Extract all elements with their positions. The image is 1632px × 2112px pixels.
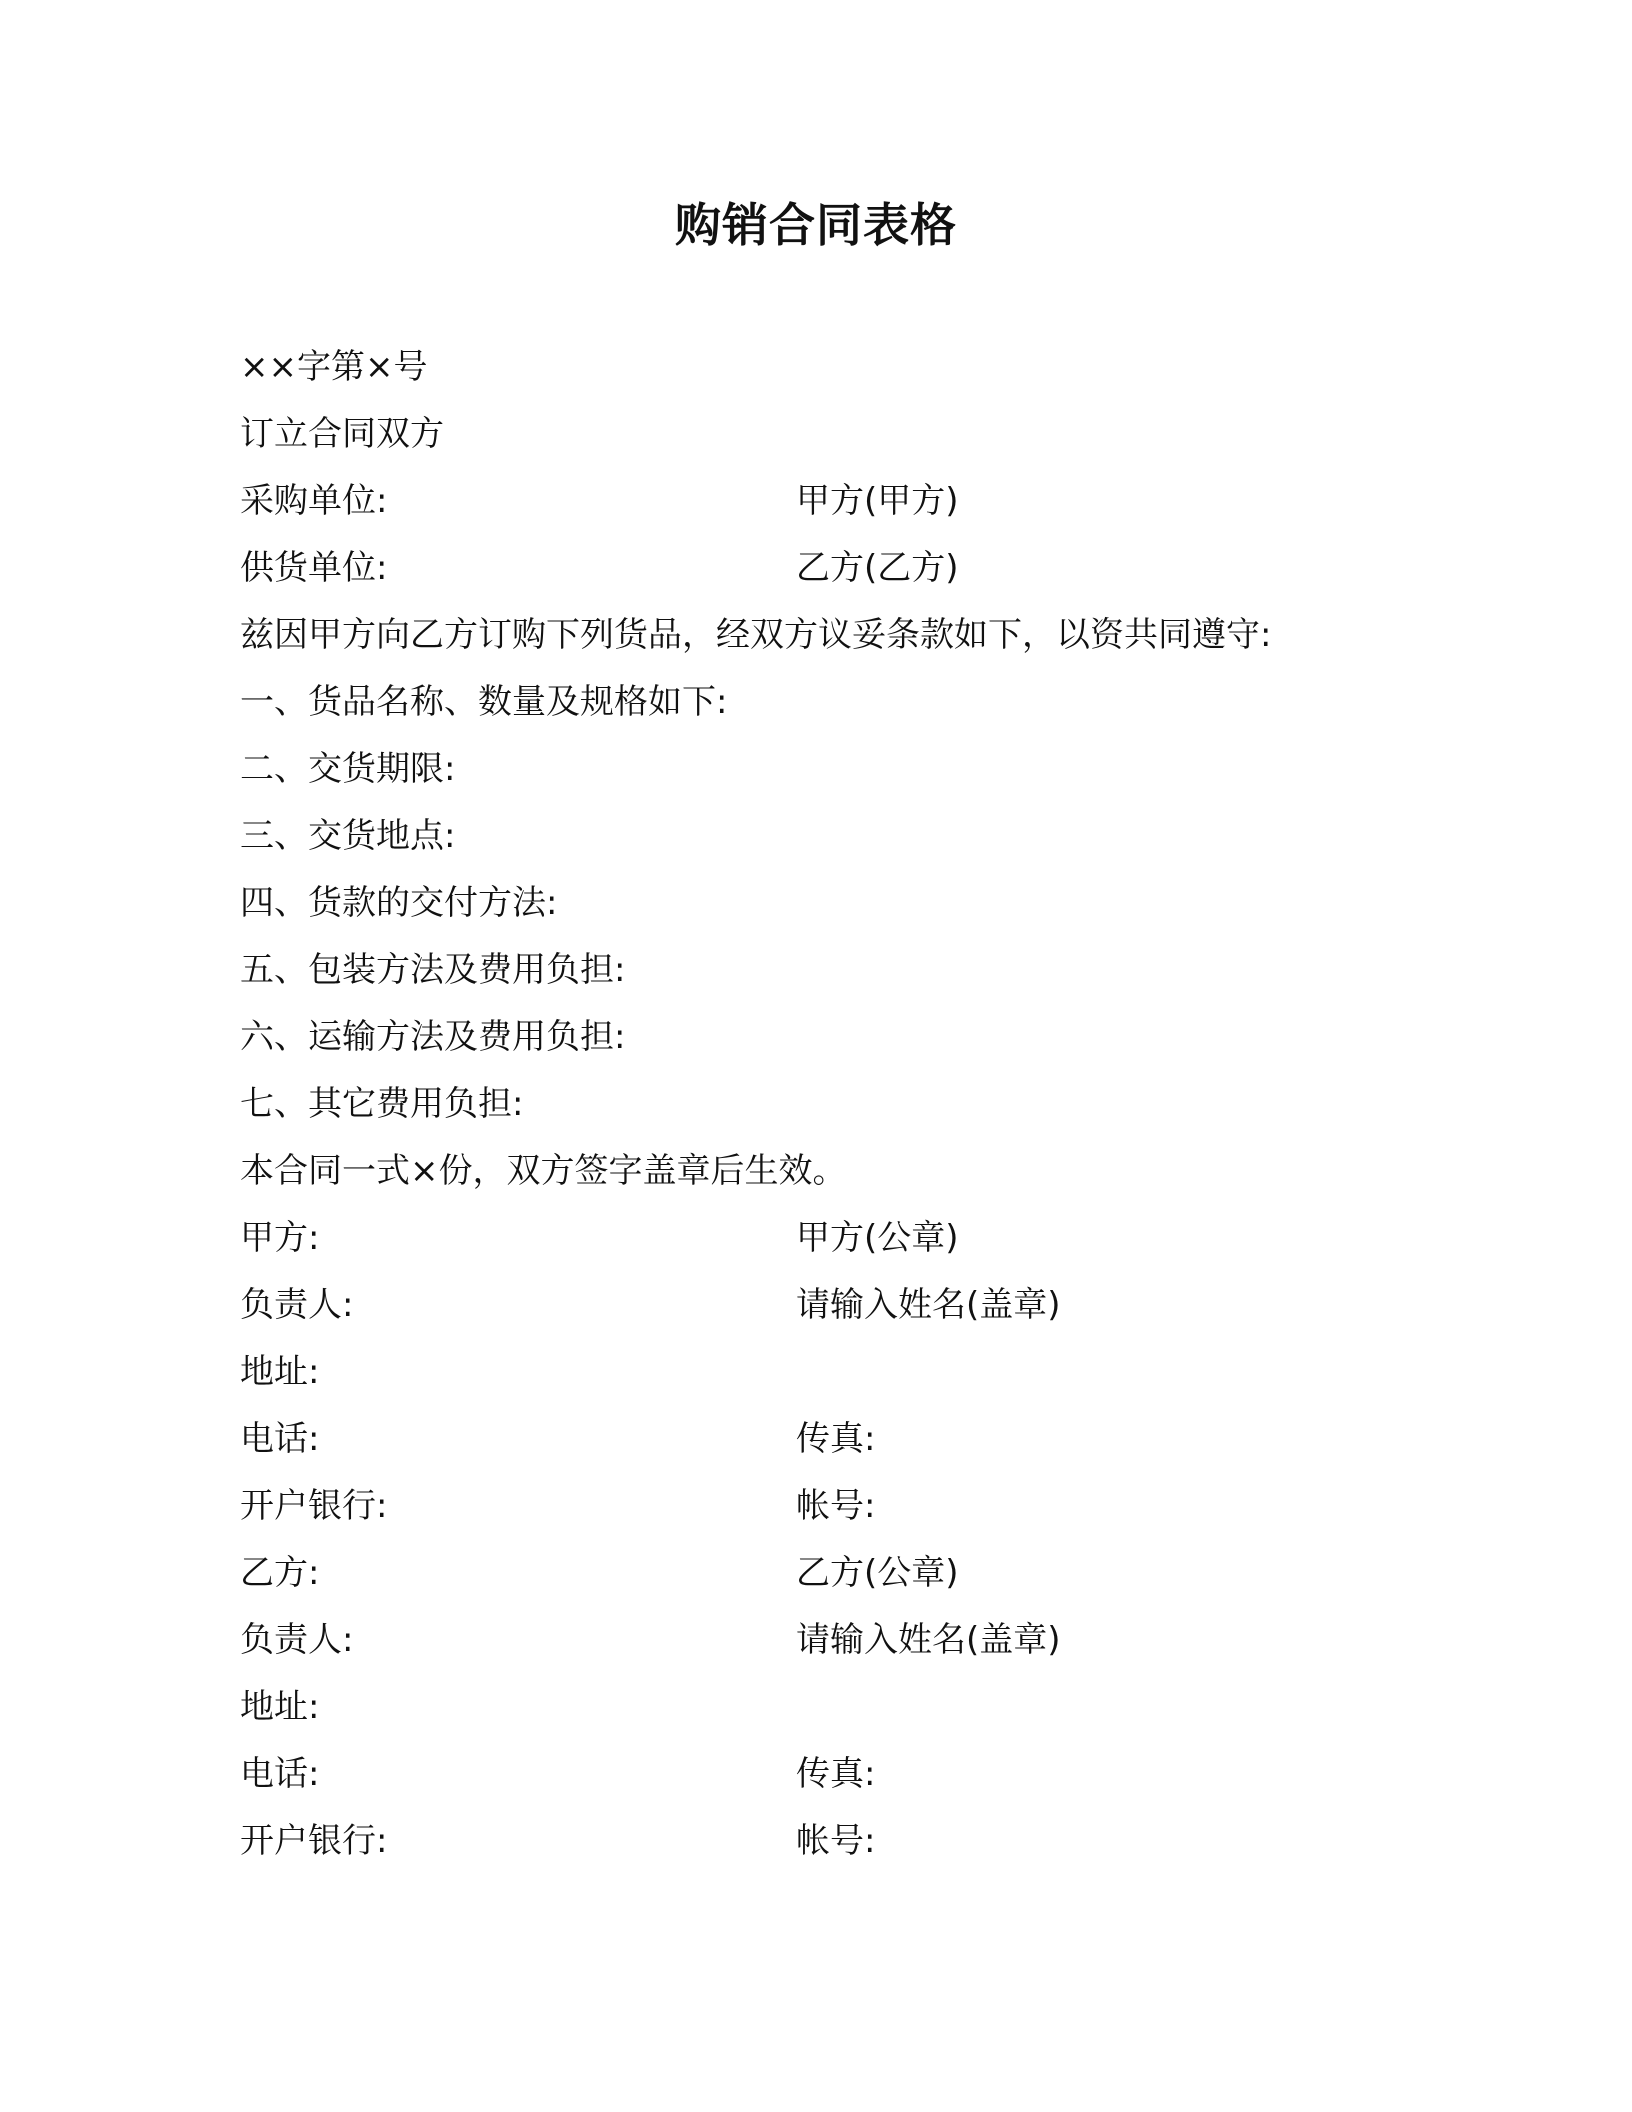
supplier-label: 供货单位: — [240, 548, 388, 588]
party-b-phone-line — [240, 1741, 1440, 1808]
phone-label: 电话: — [240, 1419, 320, 1459]
party-a-line — [240, 1205, 1440, 1272]
purchaser-value: 甲方(甲方) — [796, 481, 959, 521]
party-b-representative-line — [240, 1607, 1440, 1674]
document-title: 购销合同表格 — [675, 198, 957, 252]
clause-4-line — [240, 870, 1440, 937]
party-b-bank-line — [240, 1808, 1440, 1875]
representative-name: 请输入姓名(盖章) — [796, 1285, 1061, 1325]
account-label: 帐号: — [796, 1486, 876, 1526]
representative-label: 负责人: — [240, 1620, 354, 1660]
fax-label: 传真: — [796, 1419, 876, 1459]
bank-label: 开户银行: — [240, 1821, 388, 1861]
party-b-seal: 乙方(公章) — [796, 1553, 959, 1593]
clause-2-line — [240, 736, 1440, 803]
fax-label: 传真: — [796, 1754, 876, 1794]
clause-6-text: 六、运输方法及费用负担: — [240, 1017, 626, 1057]
representative-name: 请输入姓名(盖章) — [796, 1620, 1061, 1660]
supplier-line — [240, 535, 1440, 602]
clause-5-line — [240, 937, 1440, 1004]
phone-label: 电话: — [240, 1754, 320, 1794]
document-body — [240, 334, 1440, 1875]
party-b-address-line — [240, 1674, 1440, 1741]
address-label: 地址: — [240, 1687, 320, 1727]
clause-3-line — [240, 803, 1440, 870]
purchaser-label: 采购单位: — [240, 481, 388, 521]
clause-7-text: 七、其它费用负担: — [240, 1084, 524, 1124]
clause-6-line — [240, 1004, 1440, 1071]
party-a-seal: 甲方(公章) — [796, 1218, 959, 1258]
clause-2-text: 二、交货期限: — [240, 749, 456, 789]
party-b-label: 乙方: — [240, 1553, 320, 1593]
bank-label: 开户银行: — [240, 1486, 388, 1526]
line-text: ××字第×号 — [240, 347, 428, 387]
parties-heading-line — [240, 401, 1440, 468]
party-a-representative-line — [240, 1272, 1440, 1339]
clause-1-text: 一、货品名称、数量及规格如下: — [240, 682, 728, 722]
purchaser-line — [240, 468, 1440, 535]
effectivity-text: 本合同一式×份，双方签字盖章后生效。 — [240, 1151, 847, 1191]
line-text: 订立合同双方 — [240, 414, 444, 454]
party-a-label: 甲方: — [240, 1218, 320, 1258]
clause-5-text: 五、包装方法及费用负担: — [240, 950, 626, 990]
representative-label: 负责人: — [240, 1285, 354, 1325]
party-b-line — [240, 1540, 1440, 1607]
clause-1-line — [240, 669, 1440, 736]
party-a-address-line — [240, 1339, 1440, 1406]
clause-3-text: 三、交货地点: — [240, 816, 456, 856]
supplier-value: 乙方(乙方) — [796, 548, 959, 588]
party-a-bank-line — [240, 1473, 1440, 1540]
account-label: 帐号: — [796, 1821, 876, 1861]
preamble-text: 兹因甲方向乙方订购下列货品，经双方议妥条款如下，以资共同遵守: — [240, 615, 1272, 655]
preamble-line — [240, 602, 1440, 669]
effectivity-line — [240, 1138, 1440, 1205]
clause-4-text: 四、货款的交付方法: — [240, 883, 558, 923]
party-a-phone-line — [240, 1406, 1440, 1473]
contract-number-line — [240, 334, 1440, 401]
clause-7-line — [240, 1071, 1440, 1138]
address-label: 地址: — [240, 1352, 320, 1392]
